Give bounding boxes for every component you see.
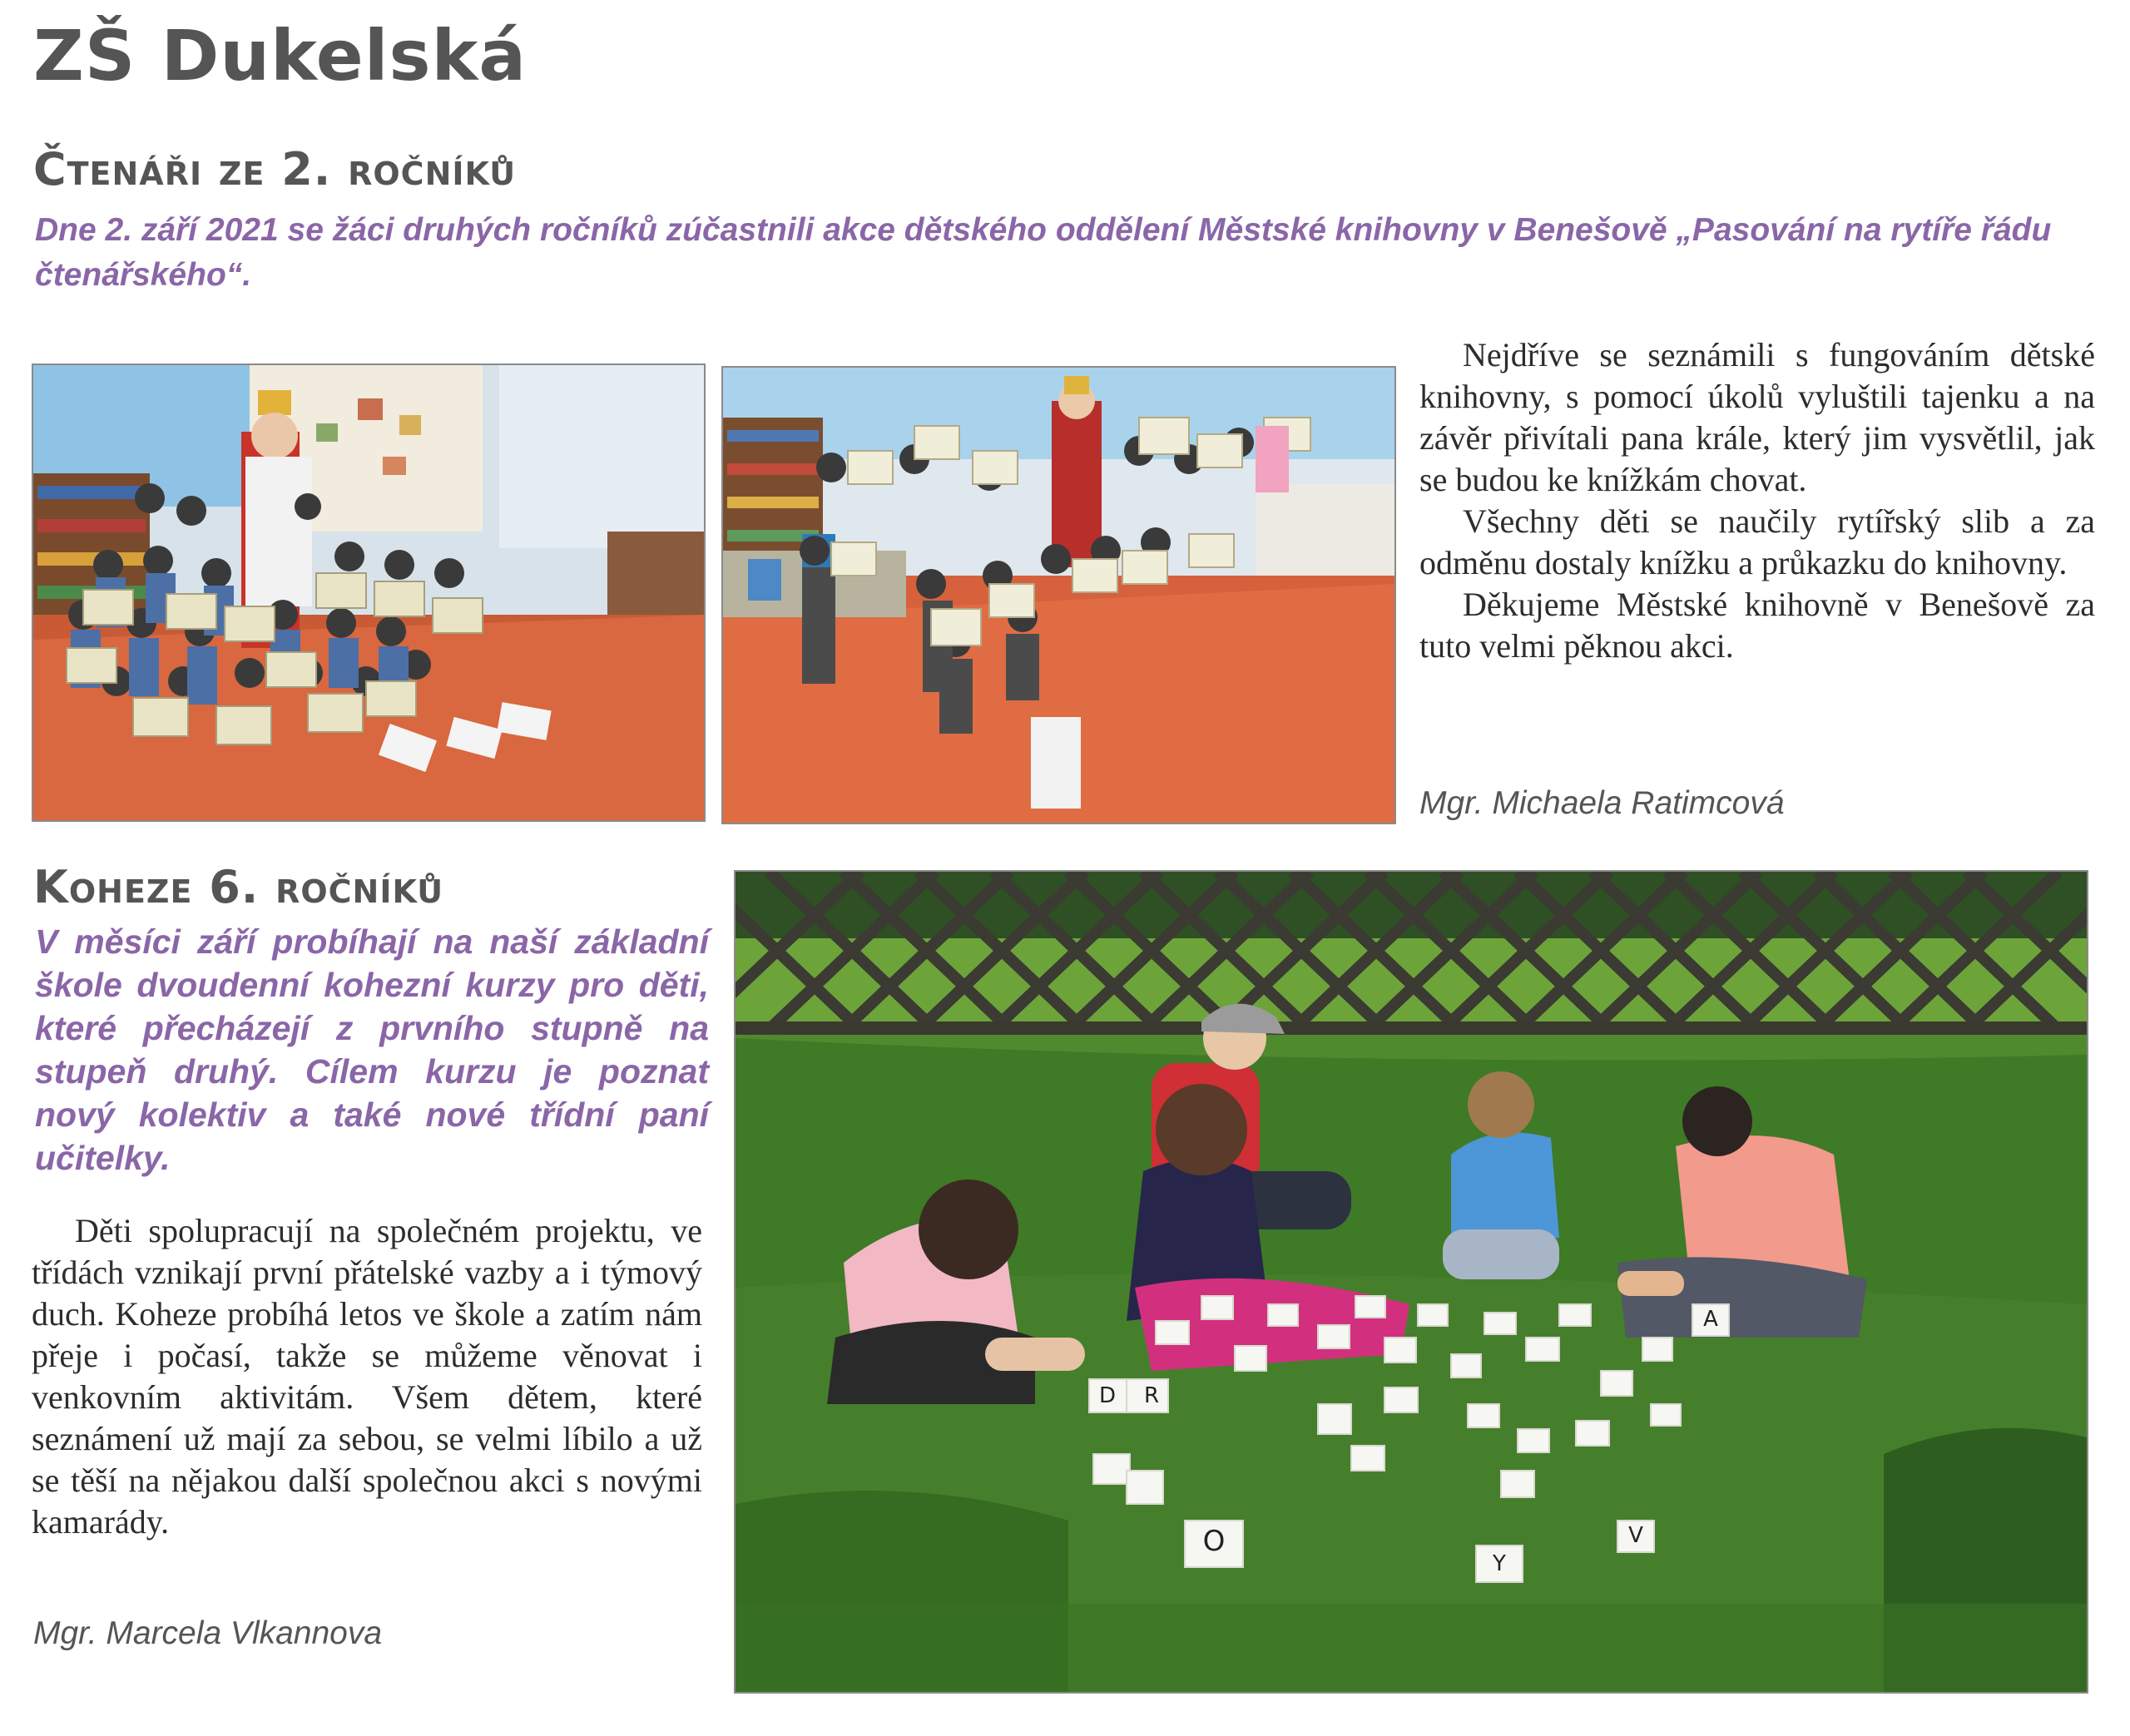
section-1-body [1419, 334, 2095, 667]
library-photo-1 [32, 364, 706, 822]
section-1-title: Čtenáři ze 2. ročníků [33, 143, 517, 195]
section-2-title: Koheze 6. ročníků [33, 861, 444, 913]
letter-card-text: R [1143, 1383, 1160, 1408]
section-1-paragraph: Děkujeme Městské knihovně v Benešově za tuto velmi pěknou akci. [1419, 586, 2095, 665]
section-2-signature: Mgr. Marcela Vlkannova [33, 1615, 383, 1651]
section-2-paragraph: Děti spolupracují na společném projektu, ve třídách vznikají první přátelské vazby a i týmový duch. Koheze probíhá letos ve škole a zatím nám přeje i počasí, takže se můžeme věnovat i venkovním aktivitám. Všem dětem, které seznámení už mají za sebou, se velmi líbilo a už se těší na nějakou další společnou akci s novými kamarády. [32, 1212, 702, 1541]
letter-card-text: D [1098, 1383, 1117, 1408]
section-1-signature: Mgr. Michaela Ratimcová [1419, 785, 1785, 821]
section-1-lead: Dne 2. září 2021 se žáci druhých ročníků zúčastnili akce dětského oddělení Městské knihovny v Benešově „Pasování na rytíře řádu čtenářského“. [35, 212, 2052, 293]
garden-activity-photo [734, 870, 2088, 1694]
letter-card-text: O [1202, 1525, 1226, 1558]
letter-card-text: A [1703, 1307, 1718, 1332]
library-photo-2 [721, 366, 1396, 824]
section-2-lead: V měsíci září probíhají na naší základní škole dvoudenní kohezní kurzy pro děti, které přecházejí z prvního stupně na stupeň druhý. Cílem kurzu je poznat nový kolektiv a také nové třídní paní učitelky. [35, 922, 709, 1177]
section-1-paragraph: Všechny děti se naučily rytířský slib a za odměnu dostaly knížku a průkazku do knihovny. [1419, 502, 2095, 581]
letter-card-text: V [1628, 1523, 1643, 1548]
section-1-paragraph: Nejdříve se seznámili s fungováním dětské knihovny, s pomocí úkolů vyluštili tajenku a na závěr přivítali pana krále, který jim vysvětlil, jak se budou ke knížkám chovat. [1419, 336, 2095, 498]
section-2-body [32, 1210, 702, 1543]
letter-card-text: Y [1493, 1551, 1506, 1576]
page-title: ZŠ Dukelská [33, 15, 528, 96]
